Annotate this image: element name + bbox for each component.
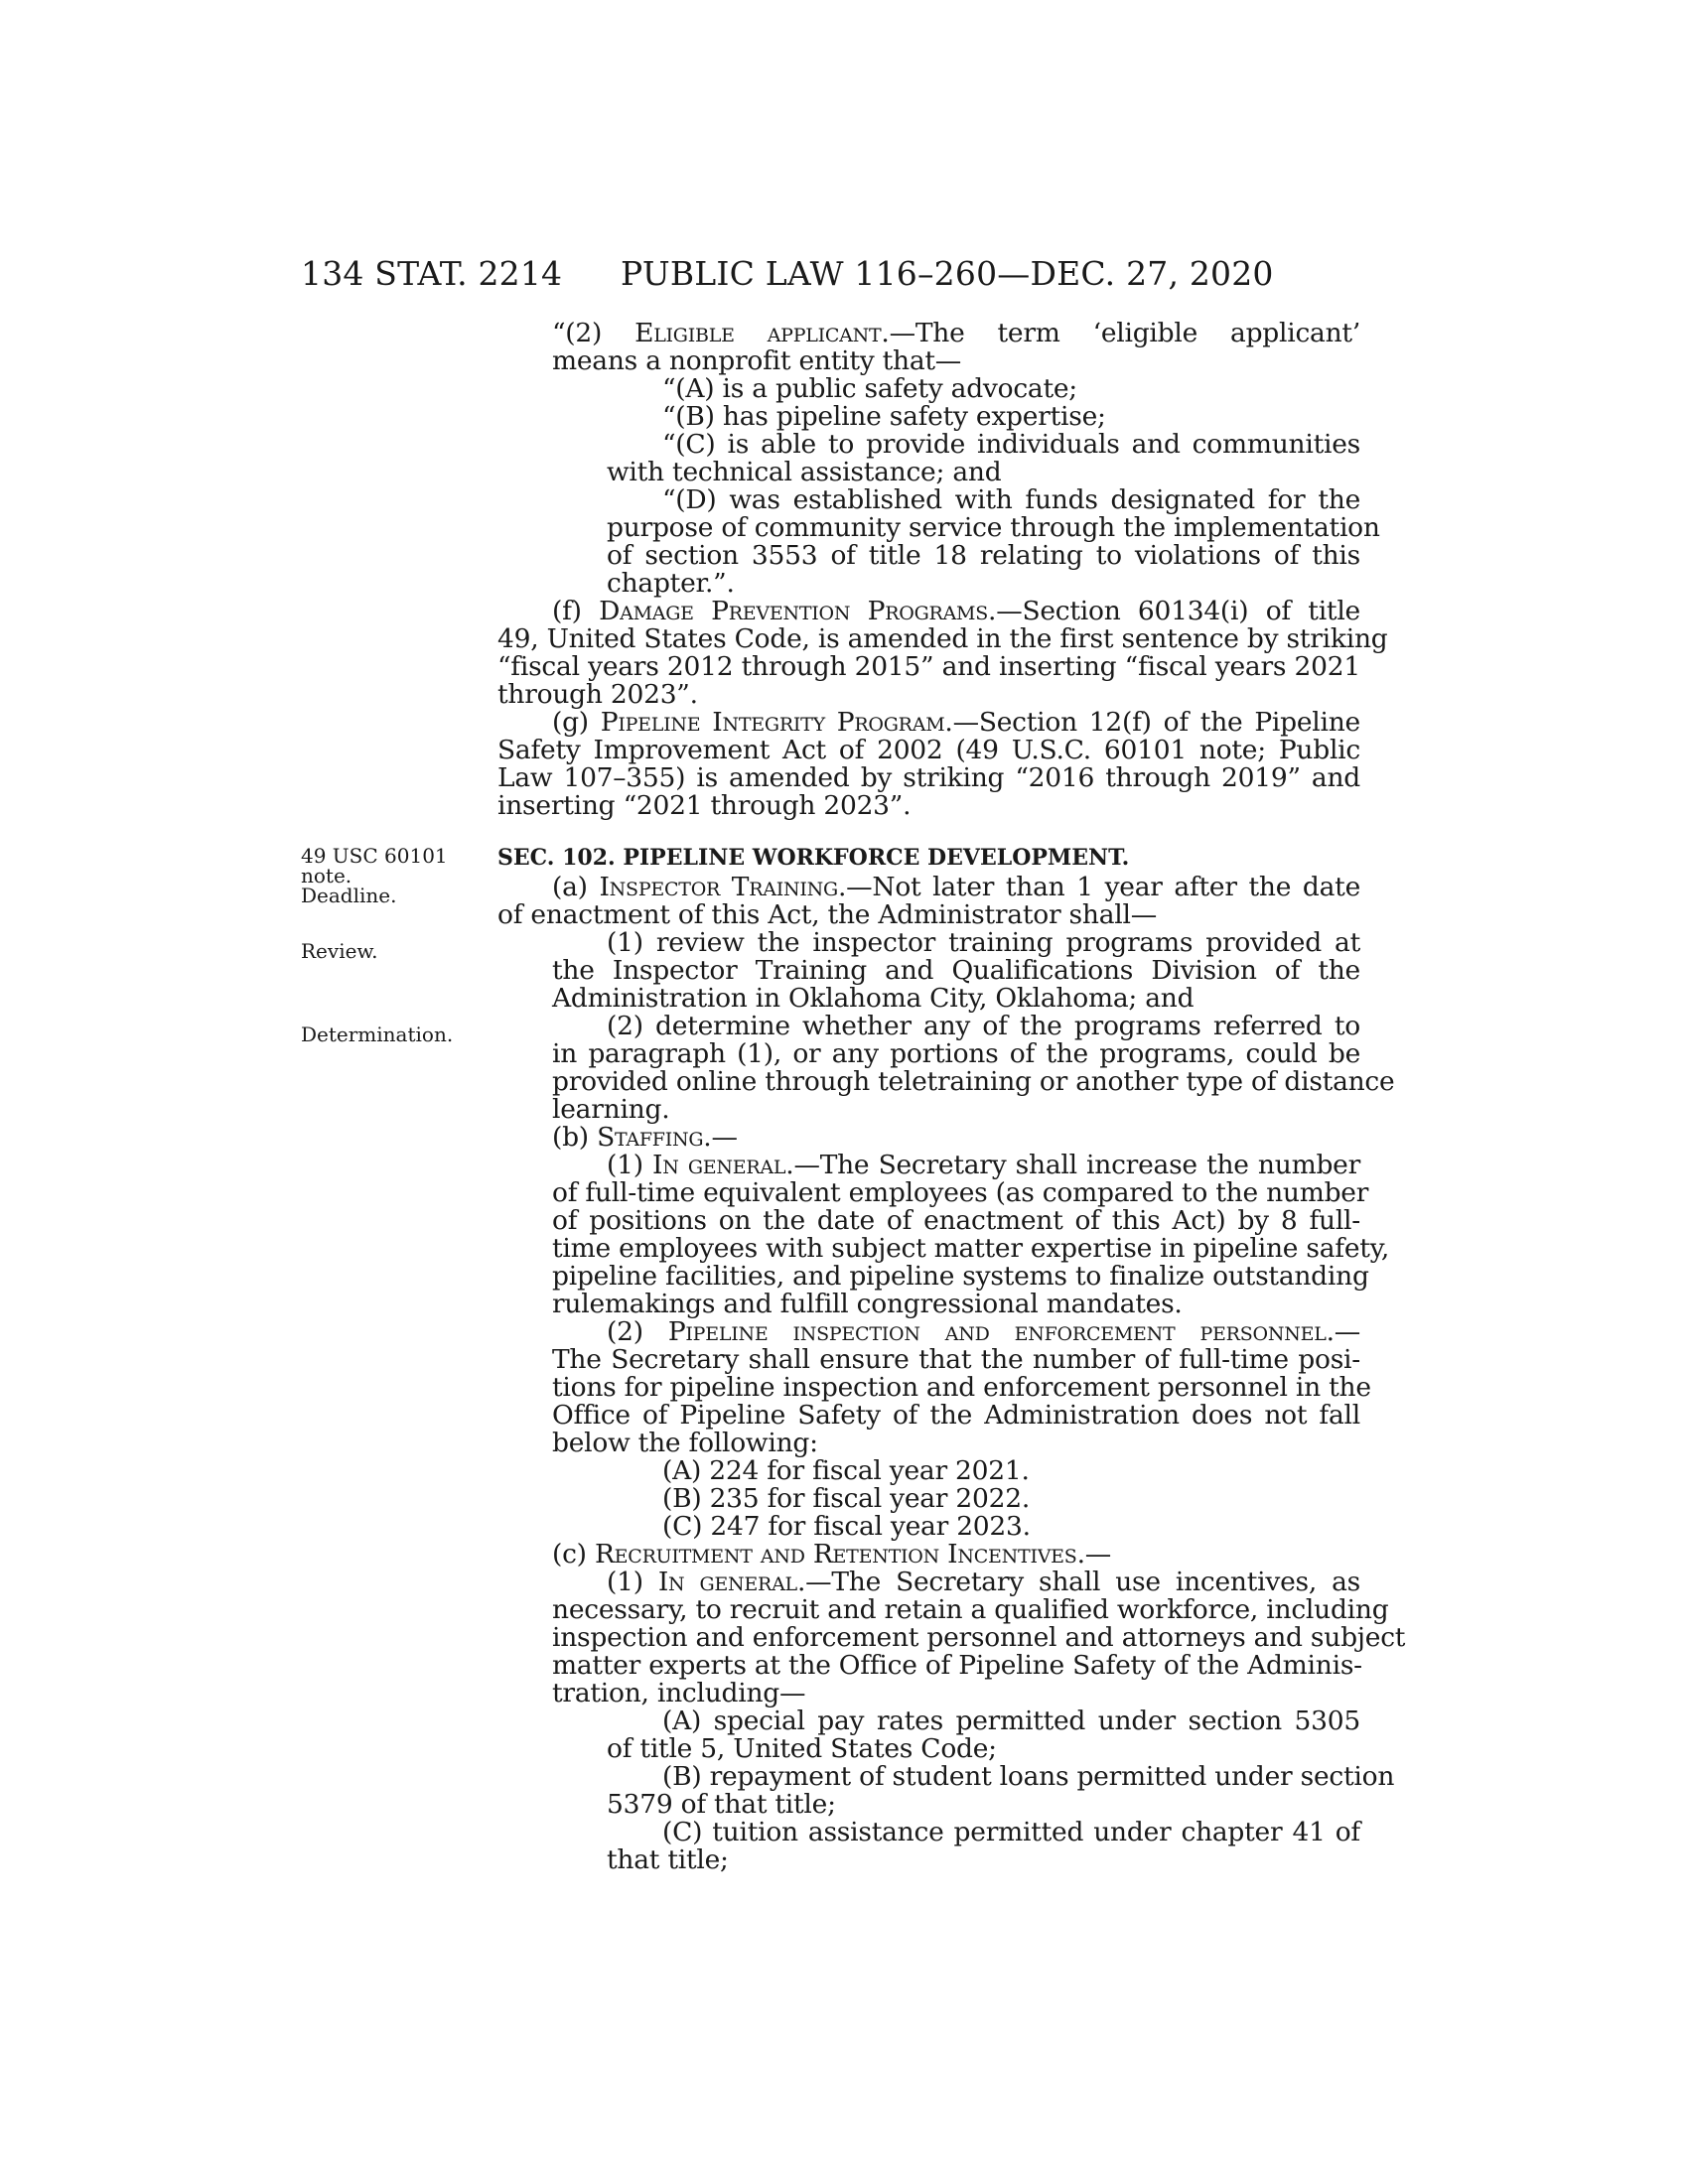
clause-c-A-line2: of title 5, United States Code;	[607, 1733, 997, 1764]
clause-D-line4: chapter.”.	[607, 568, 735, 599]
clause-c-B-line2: 5379 of that title;	[607, 1789, 836, 1820]
margin-note-deadline: Deadline.	[301, 884, 397, 907]
para-b1-line3: of positions on the date of enactment of this Act) by 8 full-	[552, 1205, 1360, 1236]
para-eligible-applicant-line1: “(2) Eligible applicant.—The term ‘eligible applicant’	[552, 318, 1360, 348]
para-b2-line2: The Secretary shall ensure that the number of full-time posi-	[552, 1344, 1360, 1375]
para-b1-line2: of full-time equivalent employees (as compared to the number	[552, 1177, 1369, 1208]
para-b2-line3: tions for pipeline inspection and enforcement personnel in the	[552, 1372, 1371, 1403]
para-a2-line3: provided online through teletraining or another type of distance	[552, 1066, 1395, 1097]
para-a2-line1: (2) determine whether any of the programs referred to	[607, 1011, 1360, 1041]
clause-D-line2: purpose of community service through the implementation	[607, 512, 1380, 543]
para-b1-line6: rulemakings and fulfill congressional mandates.	[552, 1289, 1183, 1319]
para-b1-line1: (1) In general.—The Secretary shall increase the number	[607, 1150, 1361, 1180]
para-c1-line1: (1) In general.—The Secretary shall use incentives, as	[607, 1567, 1361, 1597]
subsection-c-heading: (c) Recruitment and Retention Incentives.—	[552, 1539, 1111, 1570]
subsection-f-line1: (f) Damage Prevention Programs.—Section 60134(i) of title	[552, 596, 1360, 626]
running-header-title: PUBLIC LAW 116–260—DEC. 27, 2020	[621, 254, 1274, 293]
subsection-a-line1: (a) Inspector Training.—Not later than 1 year after the date	[552, 872, 1360, 902]
subsection-f-line4: through 2023”.	[497, 679, 698, 710]
subsection-b-heading: (b) Staffing.—	[552, 1122, 738, 1153]
para-a2-line2: in paragraph (1), or any portions of the programs, could be	[552, 1038, 1360, 1069]
clause-C-line1: “(C) is able to provide individuals and communities	[662, 429, 1360, 460]
clause-B-pipeline-safety-expertise: “(B) has pipeline safety expertise;	[662, 401, 1106, 432]
para-eligible-applicant-line2: means a nonprofit entity that—	[552, 345, 962, 376]
para-c1-line4: matter experts at the Office of Pipeline Safety of the Adminis-	[552, 1650, 1362, 1681]
clause-D-line1: “(D) was established with funds designated for the	[662, 484, 1360, 515]
para-b2-line5: below the following:	[552, 1428, 818, 1458]
para-a2-line4: learning.	[552, 1094, 670, 1125]
para-c1-line5: tration, including—	[552, 1678, 806, 1708]
para-a1-line1: (1) review the inspector training programs provided at	[607, 927, 1360, 958]
clause-c-B-line1: (B) repayment of student loans permitted under section	[662, 1761, 1395, 1792]
clause-A-public-safety-advocate: “(A) is a public safety advocate;	[662, 373, 1077, 404]
margin-note-review: Review.	[301, 939, 378, 963]
clause-D-line3: of section 3553 of title 18 relating to violations of this	[607, 540, 1360, 571]
clause-C-line2: with technical assistance; and	[607, 457, 1002, 487]
subsection-g-line4: inserting “2021 through 2023”.	[497, 790, 912, 821]
subsection-f-line2: 49, United States Code, is amended in the first sentence by striking	[497, 623, 1388, 654]
margin-note-usc: 49 USC 60101	[301, 844, 448, 868]
stat-page-number: 134 STAT. 2214	[301, 254, 563, 293]
margin-note-note: note.	[301, 864, 352, 887]
subsection-a-line2: of enactment of this Act, the Administrator shall—	[497, 899, 1157, 930]
subsection-g-line1: (g) Pipeline Integrity Program.—Section 12(f) of the Pipeline	[552, 707, 1360, 738]
section-heading: SEC. 102. PIPELINE WORKFORCE DEVELOPMENT.	[497, 845, 1130, 871]
para-c1-line3: inspection and enforcement personnel and attorneys and subject	[552, 1622, 1406, 1653]
clause-b2-B: (B) 235 for fiscal year 2022.	[662, 1483, 1031, 1514]
clause-c-C-line1: (C) tuition assistance permitted under chapter 41 of	[662, 1817, 1360, 1847]
para-b2-line1: (2) Pipeline inspection and enforcement personnel.—	[607, 1316, 1360, 1347]
para-c1-line2: necessary, to recruit and retain a qualified workforce, including	[552, 1594, 1389, 1625]
subsection-g-line2: Safety Improvement Act of 2002 (49 U.S.C. 60101 note; Public	[497, 735, 1360, 765]
clause-c-C-line2: that title;	[607, 1844, 729, 1875]
subsection-f-line3: “fiscal years 2012 through 2015” and inserting “fiscal years 2021	[497, 651, 1360, 682]
clause-c-A-line1: (A) special pay rates permitted under section 5305	[662, 1706, 1360, 1736]
subsection-g-line3: Law 107–355) is amended by striking “2016 through 2019” and	[497, 762, 1360, 793]
para-b2-line4: Office of Pipeline Safety of the Administration does not fall	[552, 1400, 1360, 1431]
margin-note-determination: Determination.	[301, 1023, 454, 1046]
clause-b2-A: (A) 224 for fiscal year 2021.	[662, 1455, 1030, 1486]
para-a1-line2: the Inspector Training and Qualifications Division of the	[552, 955, 1360, 986]
para-a1-line3: Administration in Oklahoma City, Oklahoma; and	[552, 983, 1195, 1014]
para-b1-line5: pipeline facilities, and pipeline systems to finalize outstanding	[552, 1261, 1369, 1292]
clause-b2-C: (C) 247 for fiscal year 2023.	[662, 1511, 1031, 1542]
para-b1-line4: time employees with subject matter expertise in pipeline safety,	[552, 1233, 1390, 1264]
